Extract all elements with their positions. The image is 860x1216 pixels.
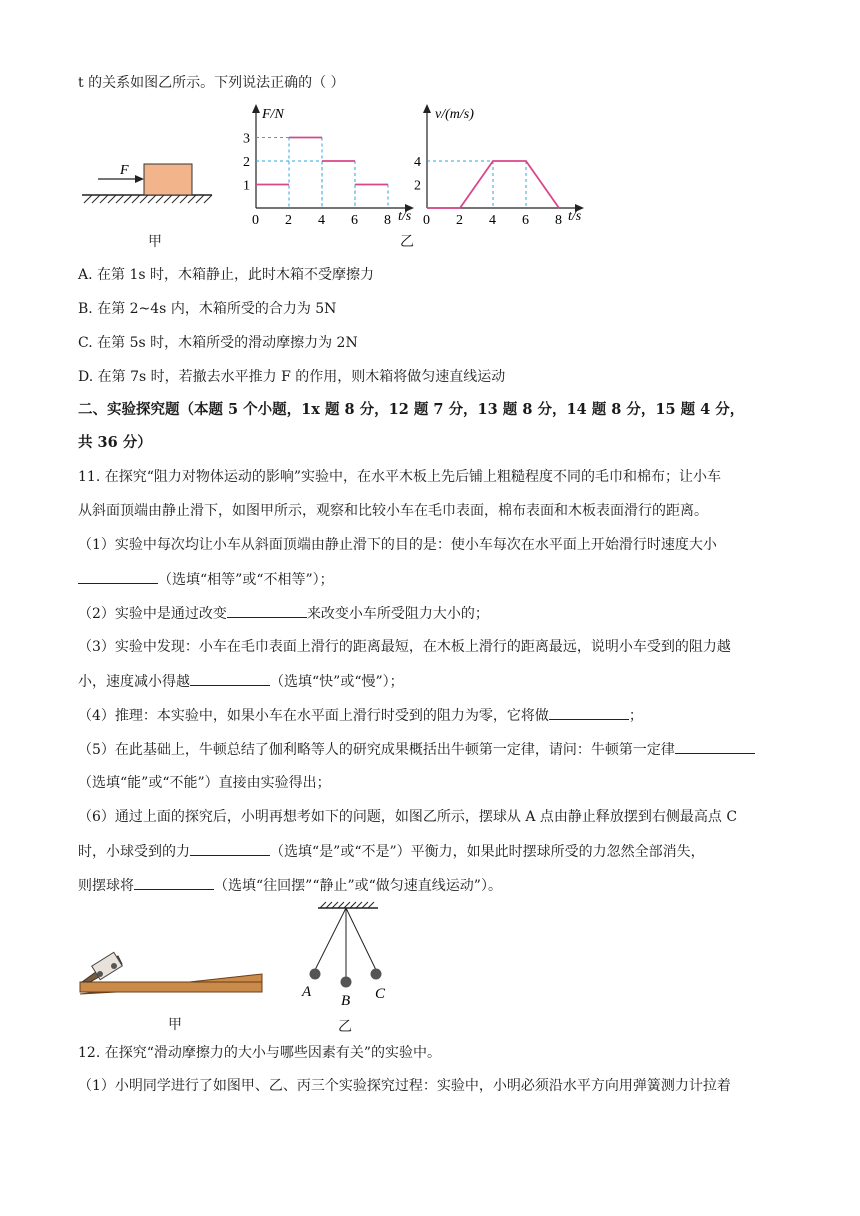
q11-part3-line2: 小，速度减小得越 （选填“快”或“慢”）； xyxy=(78,674,404,690)
intro-line: t 的关系如图乙所示。下列说法正确的（ ） xyxy=(78,75,345,91)
answer-blank[interactable] xyxy=(134,876,214,890)
chart-v-xtick: 8 xyxy=(555,213,562,228)
chart-v-xlabel: t/s xyxy=(568,209,582,224)
chart-v-xtick: 6 xyxy=(522,213,529,228)
chart-F-xtick: 4 xyxy=(318,213,325,228)
q11-part1-line1: （1）实验中每次均让小车从斜面顶端由静止滑下的目的是：使小车每次在水平面上开始滑行时速度大小 xyxy=(78,537,717,553)
chart-F-ylabel: F/N xyxy=(262,107,284,122)
option-d: D. 在第 7s 时，若撤去水平推力 F 的作用，则木箱将做匀速直线运动 xyxy=(78,369,506,385)
chart-F-xtick: 6 xyxy=(351,213,358,228)
figure-1-jia-caption: 甲 xyxy=(148,234,162,250)
q11-part4: （4）推理：本实验中，如果小车在水平面上滑行时受到的阻力为零，它将做 ； xyxy=(78,708,643,724)
q11-stem-line1: 11. 在探究“阻力对物体运动的影响”实验中，在水平木板上先后铺上粗糙程度不同的毛巾和棉布；让小车 xyxy=(78,469,722,485)
ball-a xyxy=(310,969,321,980)
q11-part3-line1: （3）实验中发现：小车在毛巾表面上滑行的距离最短，在木板上滑行的距离最远，说明小车受到的阻力越 xyxy=(78,639,731,655)
label-b: B xyxy=(341,993,351,1009)
figure-2-yi-caption: 乙 xyxy=(338,1019,352,1035)
q11-part6-line2: 时，小球受到的力 （选填“是”或“不是”）平衡力，如果此时摆球所受的力忽然全部消失， xyxy=(78,844,705,860)
q11-part5-line1: （5）在此基础上，牛顿总结了伽利略等人的研究成果概括出牛顿第一定律，请问：牛顿第一定律 xyxy=(78,740,755,759)
answer-blank[interactable] xyxy=(78,570,158,584)
figure-1-yi-caption: 乙 xyxy=(400,234,414,250)
block-diagram xyxy=(82,163,212,203)
answer-blank[interactable] xyxy=(190,672,270,686)
answer-blank[interactable] xyxy=(675,740,755,754)
figure-2-jia-caption: 甲 xyxy=(168,1017,182,1033)
chart-F-xtick: 0 xyxy=(252,213,259,228)
chart-F-xtick: 8 xyxy=(384,213,391,228)
option-a: A. 在第 1s 时，木箱静止，此时木箱不受摩擦力 xyxy=(78,267,375,283)
chart-F-ytick: 3 xyxy=(243,131,250,147)
q11-part5-line2: （选填“能”或“不能”）直接由实验得出； xyxy=(78,775,331,791)
option-b: B. 在第 2~4s 内，木箱所受的合力为 5N xyxy=(78,301,337,317)
q11-part6-line3: 则摆球将 （选填“往回摆”“静止”或“做匀速直线运动”）。 xyxy=(78,878,502,894)
figure-1 xyxy=(0,100,860,250)
q11-stem-line2: 从斜面顶端由静止滑下，如图甲所示，观察和比较小车在毛巾表面，棉布表面和木板表面滑行的距离。 xyxy=(78,503,708,519)
chart-F-xtick: 2 xyxy=(285,213,292,228)
incline-diagram xyxy=(80,952,262,994)
q12-part1: （1）小明同学进行了如图甲、乙、丙三个实验探究过程：实验中，小明必须沿水平方向用弹簧测力计拉着 xyxy=(78,1078,731,1094)
q12-stem: 12. 在探究“滑动摩擦力的大小与哪些因素有关”的实验中。 xyxy=(78,1045,442,1061)
option-c: C. 在第 5s 时，木箱所受的滑动摩擦力为 2N xyxy=(78,335,358,351)
q11-part2: （2）实验中是通过改变 来改变小车所受阻力大小的； xyxy=(78,606,489,622)
figure-2 xyxy=(0,896,860,1036)
force-label: F xyxy=(120,163,129,178)
q11-part6-line1: （6）通过上面的探究后，小明再想考如下的问题，如图乙所示，摆球从 A 点由静止释放摆到右侧最高点 C xyxy=(78,809,738,825)
chart-F-ytick: 1 xyxy=(243,178,250,194)
answer-blank[interactable] xyxy=(190,842,270,856)
q11-part1-line2: （选填“相等”或“不相等”）； xyxy=(78,570,334,589)
chart-v xyxy=(414,104,584,228)
label-a: A xyxy=(302,984,312,1000)
chart-v-xtick: 0 xyxy=(423,213,430,228)
wooden-box xyxy=(144,164,192,195)
answer-blank[interactable] xyxy=(227,604,307,618)
chart-F-ytick: 2 xyxy=(243,155,250,170)
section-2-title-line2: 共 36 分） xyxy=(78,434,152,451)
ball-b xyxy=(341,977,352,988)
chart-v-xtick: 4 xyxy=(489,213,496,228)
answer-blank[interactable] xyxy=(549,706,629,720)
chart-F xyxy=(243,104,414,228)
section-2-title-line1: 二、实验探究题（本题 5 个小题，1x 题 8 分，12 题 7 分，13 题 8 分，14 题 8 分，15 题 4 分， xyxy=(78,401,745,418)
label-c: C xyxy=(375,986,386,1002)
chart-v-ytick: 2 xyxy=(414,178,421,194)
chart-v-ytick: 4 xyxy=(414,155,421,170)
chart-F-xlabel: t/s xyxy=(398,209,412,224)
chart-v-ylabel: v/(m/s) xyxy=(435,107,474,122)
ball-c xyxy=(371,969,382,980)
pendulum-diagram xyxy=(301,902,386,1009)
chart-v-xtick: 2 xyxy=(456,213,463,228)
